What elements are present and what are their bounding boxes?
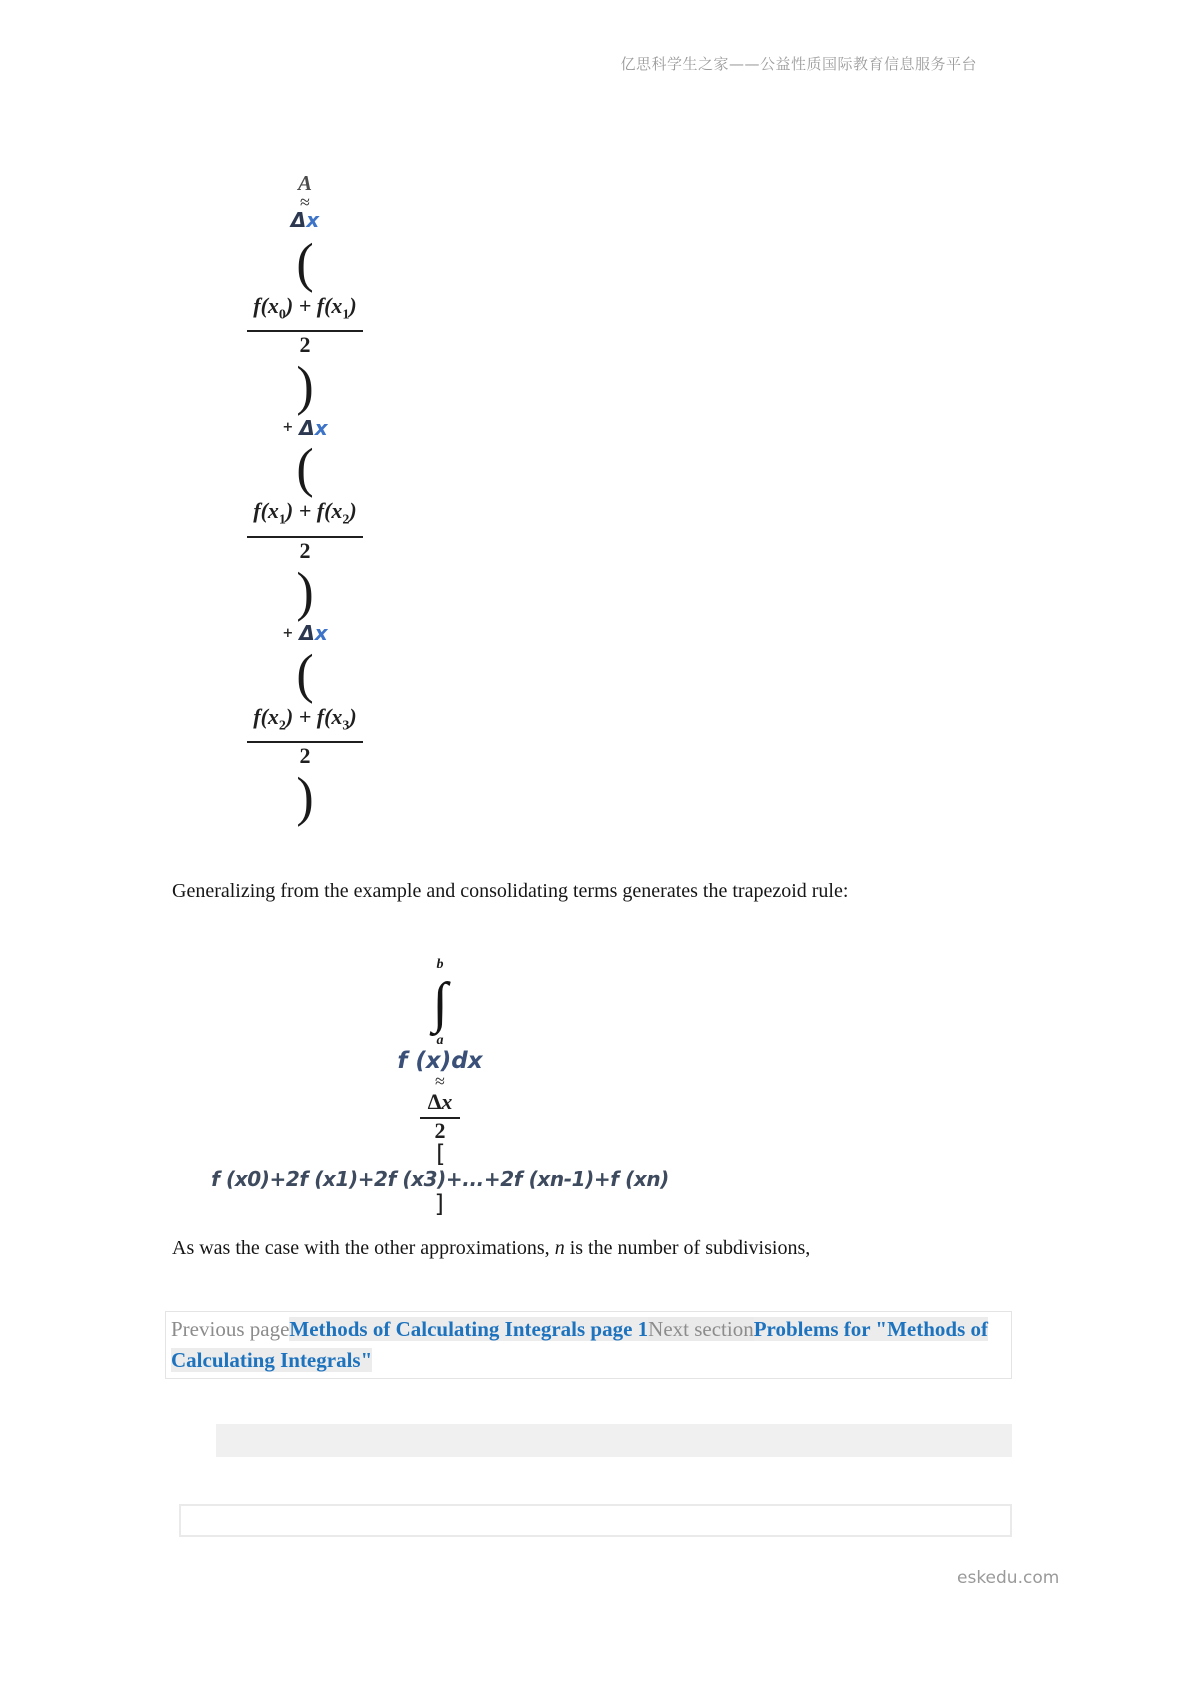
fraction-numerator: $f(x_0) + f(x_1)$ xyxy=(247,293,363,332)
site-footer-url: eskedu.com xyxy=(957,1568,1060,1588)
fraction-numerator: Δx xyxy=(420,1089,461,1119)
open-paren: ( xyxy=(296,233,314,294)
next-section-link[interactable]: Problems for "Methods of Calculating Integrals" xyxy=(171,1317,988,1372)
formula1-lhs-A: A xyxy=(297,171,312,195)
previous-page-label: Previous page xyxy=(171,1317,290,1341)
fraction-numerator: $f(x_2) + f(x_3)$ xyxy=(247,704,363,743)
formula-trapezoid-rule xyxy=(211,957,669,1218)
close-paren: ) xyxy=(296,356,314,417)
delta-symbol: Δ xyxy=(290,208,307,232)
delta-x-coefficient xyxy=(299,623,327,644)
approx-symbol: ≈ xyxy=(300,192,310,212)
placeholder-box xyxy=(179,1504,1012,1537)
delta-x-coefficient xyxy=(291,210,319,231)
open-bracket: [ xyxy=(432,1140,448,1168)
plus-delta-x xyxy=(282,622,327,646)
plus-sign: + xyxy=(282,625,294,641)
plus-sign: + xyxy=(282,420,294,436)
integral-lower-limit: a xyxy=(436,1033,444,1048)
delta-symbol: Δ xyxy=(299,621,315,646)
paragraph-subdivisions: As was the case with the other approximations, n is the number of subdivisions, xyxy=(172,1237,811,1259)
open-paren: ( xyxy=(296,438,314,499)
delta-x-over-2-fraction xyxy=(420,1089,461,1143)
integral-upper-limit: b xyxy=(436,957,444,972)
integral-sign: ∫ xyxy=(432,972,448,1034)
close-paren: ) xyxy=(296,562,314,623)
delta-x-coefficient xyxy=(299,415,328,440)
fraction-numerator: $f(x_1) + f(x_2)$ xyxy=(247,498,363,537)
placeholder-bar xyxy=(216,1424,1012,1457)
close-paren: ) xyxy=(296,767,314,828)
approx-symbol: ≈ xyxy=(435,1071,445,1091)
formula-trapezoid-example xyxy=(225,172,385,827)
fraction-denominator: 2 xyxy=(299,743,311,769)
previous-page-link[interactable]: Methods of Calculating Integrals page 1 xyxy=(289,1317,649,1341)
paragraph-generalizing: Generalizing from the example and consolidating terms generates the trapezoid rule: xyxy=(172,880,849,902)
x-variable: x xyxy=(314,415,328,440)
open-paren: ( xyxy=(296,644,314,705)
site-header-title: 亿思科学生之家——公益性质国际教育信息服务平台 xyxy=(620,55,977,73)
fraction-denominator: 2 xyxy=(434,1118,446,1143)
close-bracket: ] xyxy=(432,1190,448,1218)
fraction-term-3 xyxy=(247,704,363,769)
fraction-denominator: 2 xyxy=(299,332,311,358)
integrand-fxdx: f (x)dx xyxy=(397,1048,483,1074)
fraction-term-2 xyxy=(247,498,363,563)
x-variable: x xyxy=(314,621,328,646)
delta-symbol: Δ xyxy=(299,415,315,440)
fraction-denominator: 2 xyxy=(299,537,311,563)
fraction-term-1 xyxy=(247,293,363,358)
plus-delta-x xyxy=(282,416,327,440)
trapezoid-rule-expansion: f (x0)+2f (x1)+2f (x3)+...+2f (xn-1)+f (xn) xyxy=(211,1167,669,1191)
page-navigation xyxy=(165,1311,1012,1379)
x-variable: x xyxy=(306,208,320,232)
next-section-label: Next section xyxy=(648,1317,754,1341)
